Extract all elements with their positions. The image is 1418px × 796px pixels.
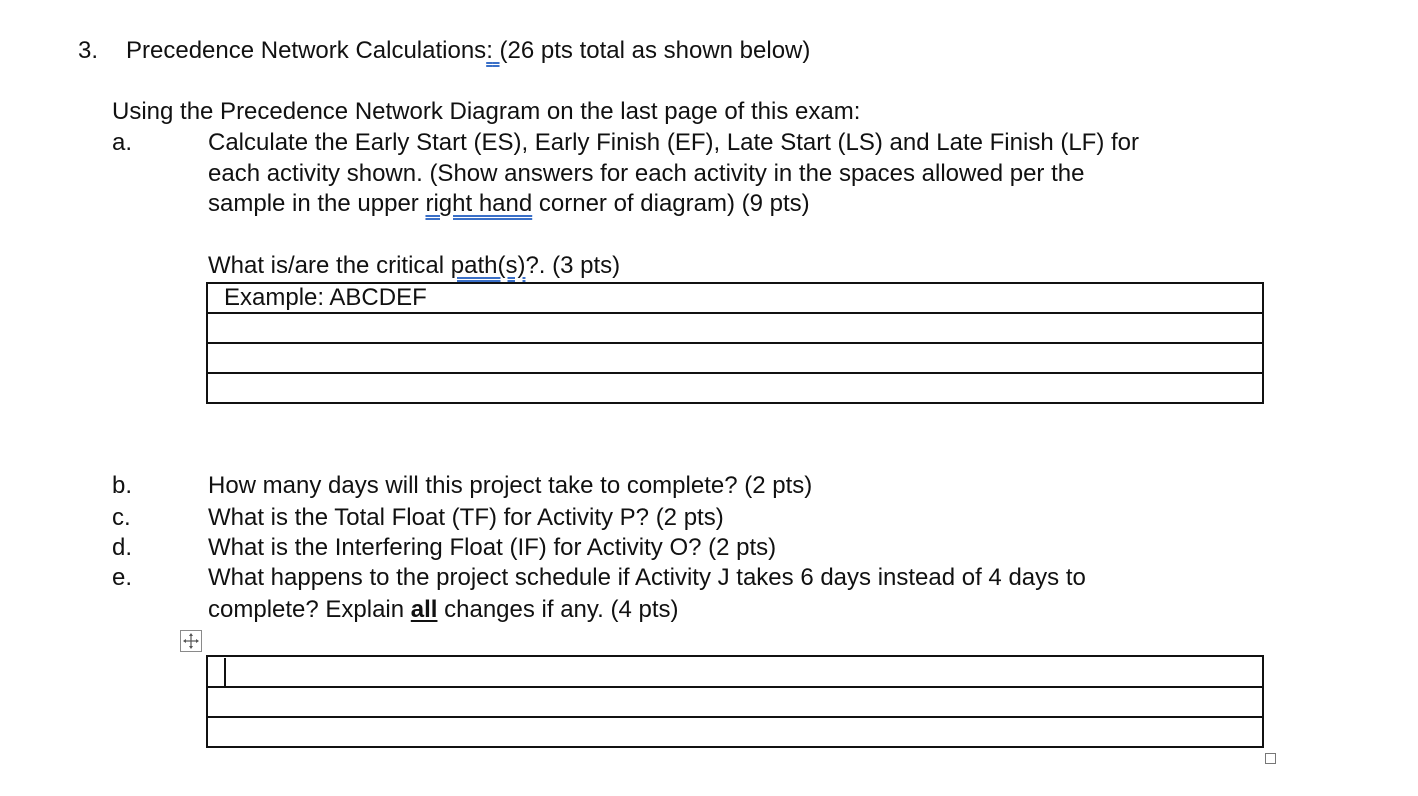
intro-text: Using the Precedence Network Diagram on the last page of this exam:	[112, 98, 861, 125]
resize-handle-icon[interactable]	[1265, 753, 1276, 764]
answer-cell[interactable]	[207, 717, 1263, 747]
part-d-text: What is the Interfering Float (IF) for Activity O? (2 pts)	[208, 534, 777, 561]
table-row	[207, 687, 1263, 717]
part-e-emphasis: all	[410, 596, 438, 623]
critical-path-link: path(s)	[450, 252, 526, 279]
part-e-line1: What happens to the project schedule if Activity J takes 6 days instead of 4 days to	[208, 564, 1086, 591]
part-a-letter: a.	[112, 129, 133, 156]
part-a-line2: each activity shown. (Show answers for each activity in the spaces allowed per the	[208, 160, 1085, 187]
question-title-points: (26 pts total as shown below)	[499, 37, 811, 64]
answer-cell[interactable]	[207, 343, 1263, 373]
part-e-line2: complete? Explain all changes if any. (4 pts)	[208, 596, 679, 623]
critical-path-question: What is/are the critical path(s)?. (3 pts)	[208, 252, 621, 279]
part-b-text: How many days will this project take to complete? (2 pts)	[208, 472, 813, 499]
answer-cell[interactable]	[207, 656, 1263, 687]
question-title	[126, 36, 810, 66]
part-b-letter: b.	[112, 472, 133, 499]
table-row	[207, 656, 1263, 687]
text-cursor	[224, 658, 226, 686]
move-icon[interactable]	[180, 630, 202, 652]
question-title-main: Precedence Network Calculations	[126, 37, 487, 64]
part-a-line3: sample in the upper right hand corner of diagram) (9 pts)	[208, 190, 810, 217]
part-e-letter: e.	[112, 564, 133, 591]
answer-cell[interactable]	[207, 313, 1263, 343]
part-e-answer-table	[206, 655, 1264, 748]
answer-cell[interactable]	[207, 687, 1263, 717]
part-d-letter: d.	[112, 534, 133, 561]
move-arrows-icon	[181, 631, 201, 651]
table-row	[207, 343, 1263, 373]
answer-cell[interactable]: Example: ABCDEF	[207, 283, 1263, 313]
question-title-separator: :	[486, 37, 493, 64]
critical-path-answer-table	[206, 282, 1264, 404]
part-c-letter: c.	[112, 504, 131, 531]
question-number: 3.	[78, 37, 99, 64]
answer-cell[interactable]	[207, 373, 1263, 403]
table-row	[207, 717, 1263, 747]
part-a-link-text: right hand	[425, 190, 533, 217]
part-a-line1: Calculate the Early Start (ES), Early Finish (EF), Late Start (LS) and Late Finish (LF) for	[208, 129, 1139, 156]
table-row	[207, 373, 1263, 403]
table-row	[207, 313, 1263, 343]
part-c-text: What is the Total Float (TF) for Activity P? (2 pts)	[208, 504, 724, 531]
table-row	[207, 283, 1263, 313]
